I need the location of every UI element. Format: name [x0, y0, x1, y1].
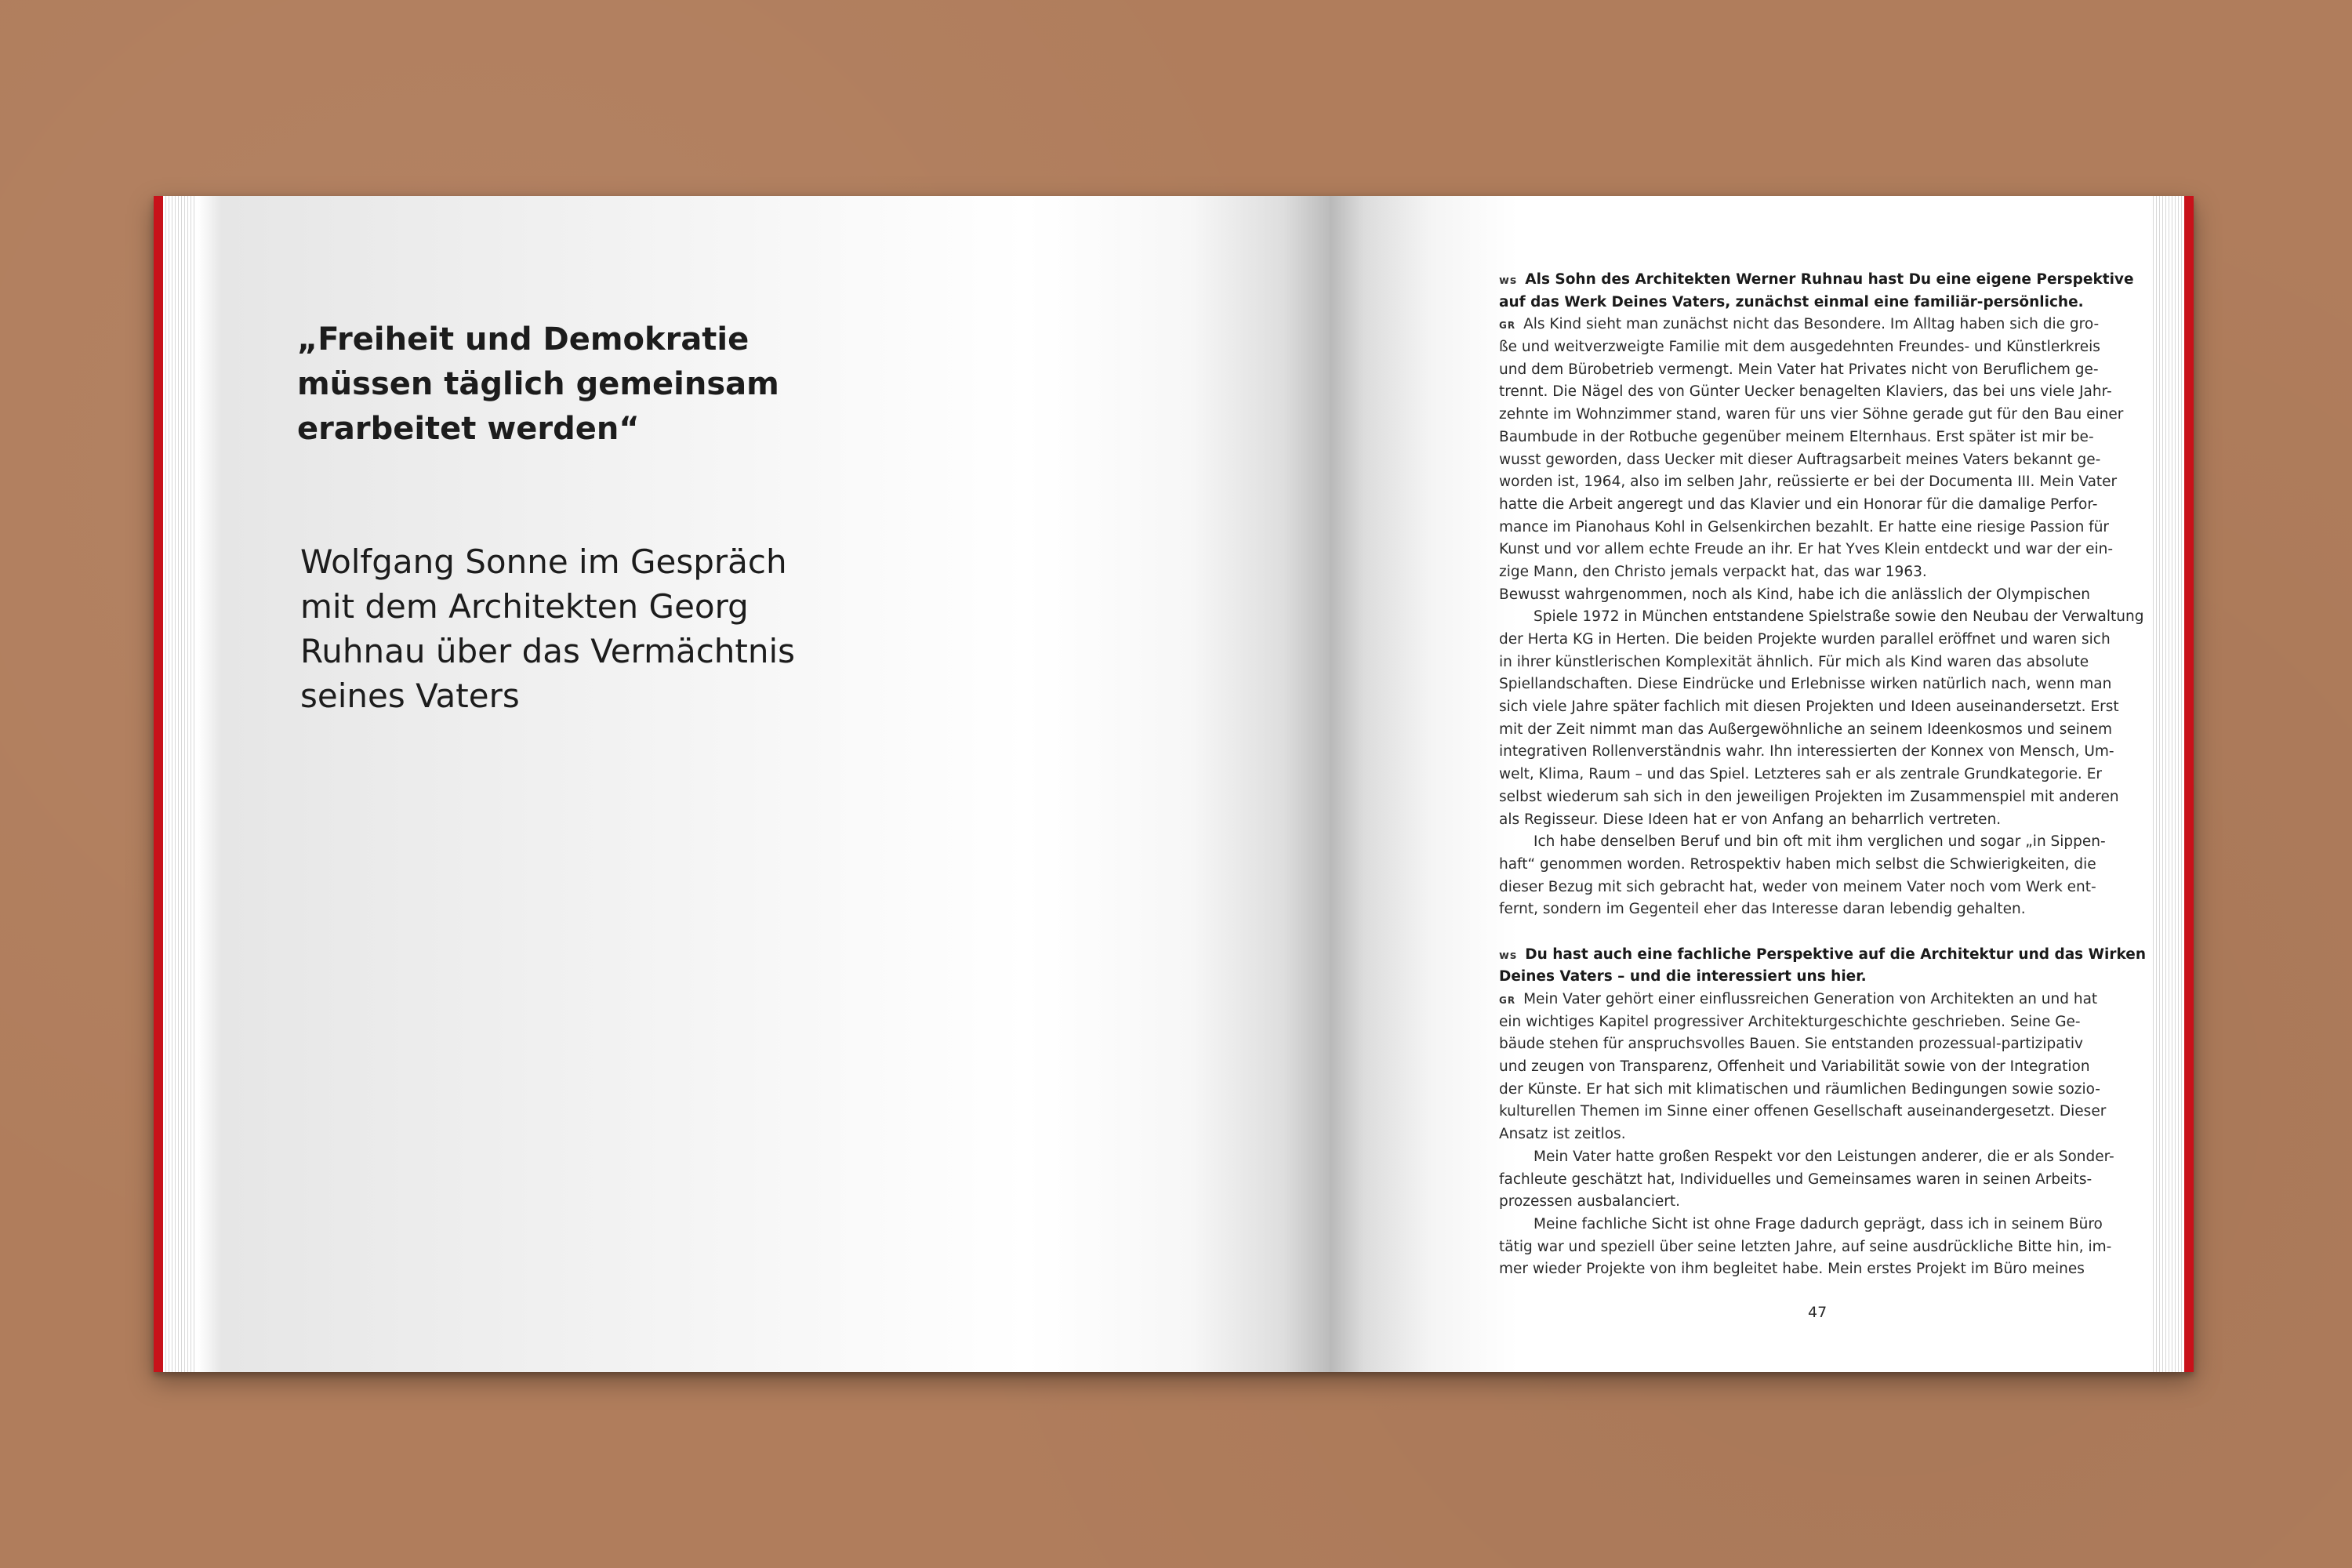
- answer-line: kulturellen Themen im Sinne einer offenen Gesellschaft auseinandergesetzt. Dieser: [1499, 1103, 2107, 1120]
- line-text: Als Sohn des Architekten Werner Ruhnau hast Du eine eigene Perspektive: [1525, 271, 2134, 288]
- answer-line: ein wichtiges Kapitel progressiver Architekturgeschichte geschrieben. Seine Ge-: [1499, 1013, 2081, 1030]
- question-line: Deines Vaters – und die interessiert uns hier.: [1499, 968, 1867, 985]
- question-line: [1499, 944, 2147, 967]
- question-line: [1499, 269, 2147, 292]
- answer-line: [1499, 989, 2147, 1011]
- answer-line: Baumbude in der Rotbuche gegenüber meinem Elternhaus. Erst später ist mir be-: [1499, 428, 2094, 445]
- answer-line: selbst wiederum sah sich in den jeweiligen Projekten im Zusammenspiel mit anderen: [1499, 788, 2119, 805]
- answer-line: Kunst und vor allem echte Freude an ihr. Er hat Yves Klein entdeckt und war der ein-: [1499, 541, 2114, 558]
- speaker-tag-gr: GR: [1499, 995, 1516, 1006]
- answer-line: mit der Zeit nimmt man das Außergewöhnliche an seinem Ideenkosmos und seinem: [1499, 720, 2113, 738]
- answer-line: welt, Klima, Raum – und das Spiel. Letzteres sah er als zentrale Grundkategorie. Er: [1499, 766, 2102, 783]
- answer-line: fernt, sondern im Gegenteil eher das Interesse daran lebendig gehalten.: [1499, 901, 2026, 918]
- answer-line: tätig war und speziell über seine letzten Jahre, auf seine ausdrückliche Bitte hin, im-: [1499, 1238, 2112, 1255]
- subtitle: [300, 539, 896, 718]
- answer-line: [1499, 314, 2147, 336]
- interview-text: [1499, 269, 2147, 1281]
- subtitle-line: seines Vaters: [300, 677, 520, 715]
- answer-line: mance im Pianohaus Kohl in Gelsenkirchen bezahlt. Er hatte eine riesige Passion für: [1499, 518, 2110, 535]
- headline-line: erarbeitet werden“: [297, 411, 640, 447]
- line-text: Du hast auch eine fachliche Perspektive auf die Architektur und das Wirken: [1525, 946, 2147, 963]
- page-number: 47: [1808, 1304, 1828, 1321]
- subtitle-line: Wolfgang Sonne im Gespräch: [300, 543, 787, 581]
- answer-line: Ansatz ist zeitlos.: [1499, 1126, 1626, 1143]
- subtitle-line: mit dem Architekten Georg: [300, 587, 749, 626]
- answer-line: Spiele 1972 in München entstandene Spielstraße sowie den Neubau der Verwaltung: [1534, 608, 2144, 626]
- answer-line: der Künste. Er hat sich mit klimatischen und räumlichen Bedingungen sowie sozio-: [1499, 1080, 2100, 1098]
- answer-line: und dem Bürobetrieb vermengt. Mein Vater hat Privates nicht von Beruflichem ge-: [1499, 361, 2099, 378]
- answer-line: ße und weitverzweigte Familie mit dem ausgedehnten Freundes- und Künstlerkreis: [1499, 339, 2100, 356]
- answer-line: haft“ genommen worden. Retrospektiv haben mich selbst die Schwierigkeiten, die: [1499, 855, 2096, 873]
- answer-line: dieser Bezug mit sich gebracht hat, weder von meinem Vater noch vom Werk ent-: [1499, 878, 2096, 895]
- answer-line: hatte die Arbeit angeregt und das Klavier und ein Honorar für die damalige Perfor-: [1499, 495, 2098, 513]
- answer-line: sich viele Jahre später fachlich mit diesen Projekten und Ideen auseinandersetzt. Erst: [1499, 699, 2119, 716]
- answer-line: wusst geworden, dass Uecker mit dieser Auftragsarbeit meines Vaters bekannt ge-: [1499, 451, 2101, 468]
- answer-line: Bewusst wahrgenommen, noch als Kind, habe ich die anlässlich der Olympischen: [1499, 586, 2091, 603]
- answer-line: Spiellandschaften. Diese Eindrücke und Erlebnisse wirken natürlich nach, wenn man: [1499, 676, 2112, 693]
- answer-line: Mein Vater hatte großen Respekt vor den Leistungen anderer, die er als Sonder-: [1534, 1148, 2114, 1165]
- subtitle-line: Ruhnau über das Vermächtnis: [300, 632, 796, 670]
- paragraph-gap: [1499, 921, 2147, 944]
- answer-line: integrativen Rollenverständnis wahr. Ihn interessierten der Konnex von Mensch, Um-: [1499, 743, 2114, 760]
- answer-line: der Herta KG in Herten. Die beiden Projekte wurden parallel eröffnet und waren sich: [1499, 631, 2111, 648]
- headline-line: „Freiheit und Demokratie: [297, 321, 750, 358]
- answer-line: zige Mann, den Christo jemals verpackt hat, das war 1963.: [1499, 563, 1927, 580]
- answer-line: als Regisseur. Diese Ideen hat er von Anfang an beharrlich vertreten.: [1499, 811, 2002, 828]
- question-line: auf das Werk Deines Vaters, zunächst einmal eine familiär-persönliche.: [1499, 293, 2084, 310]
- headline-quote: [297, 318, 893, 452]
- line-text: Mein Vater gehört einer einflussreichen Generation von Architekten an und hat: [1523, 991, 2098, 1007]
- speaker-tag-gr: GR: [1499, 320, 1516, 332]
- answer-line: fachleute geschätzt hat, Individuelles und Gemeinsames waren in seinen Arbeits-: [1499, 1171, 2092, 1188]
- answer-line: zehnte im Wohnzimmer stand, waren für uns vier Söhne gerade gut für den Bau einer: [1499, 406, 2124, 423]
- line-text: Als Kind sieht man zunächst nicht das Besondere. Im Alltag haben sich die gro-: [1523, 316, 2100, 333]
- answer-line: trennt. Die Nägel des von Günter Uecker benagelten Klaviers, das bei uns viele Jahr-: [1499, 383, 2112, 401]
- answer-line: Ich habe denselben Beruf und bin oft mit ihm verglichen und sogar „in Sippen-: [1534, 833, 2106, 851]
- right-page: [1330, 196, 2184, 1372]
- open-book: [154, 196, 2194, 1372]
- answer-line: prozessen ausbalanciert.: [1499, 1193, 1681, 1210]
- answer-line: Meine fachliche Sicht ist ohne Frage dadurch geprägt, dass ich in seinem Büro: [1534, 1215, 2103, 1232]
- answer-line: in ihrer künstlerischen Komplexität ähnlich. Für mich als Kind waren das absolute: [1499, 653, 2089, 670]
- answer-line: und zeugen von Transparenz, Offenheit und Variabilität sowie von der Integration: [1499, 1058, 2090, 1076]
- speaker-tag-ws: ws: [1499, 274, 1518, 287]
- answer-line: mer wieder Projekte von ihm begleitet habe. Mein erstes Projekt im Büro meines: [1499, 1261, 2085, 1278]
- answer-line: bäude stehen für anspruchsvolles Bauen. Sie entstanden prozessual-partizipativ: [1499, 1036, 2083, 1053]
- answer-line: worden ist, 1964, also im selben Jahr, reüssierte er bei der Documenta III. Mein Vater: [1499, 474, 2118, 491]
- speaker-tag-ws: ws: [1499, 949, 1518, 962]
- headline-line: müssen täglich gemeinsam: [297, 366, 779, 402]
- left-page: [163, 196, 1330, 1372]
